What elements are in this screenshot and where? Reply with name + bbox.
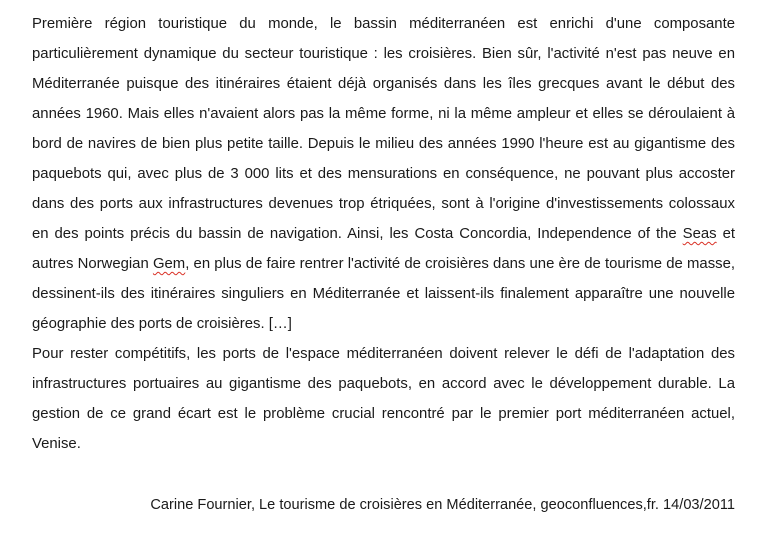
- spellcheck-word-gem[interactable]: Gem: [152, 256, 186, 272]
- spellcheck-word-seas[interactable]: Seas: [682, 226, 717, 242]
- paragraph-1: [32, 9, 735, 339]
- paragraph-1-text-c: , en plus de faire rentrer l'activité de croisières dans une ère de tourisme de masse, dessinent-ils des itinéraires singuliers en Méditerranée et laissent-ils finalement apparaître une nouvelle géographie des ports de croisières. […]: [32, 256, 736, 332]
- paragraph-2: Pour rester compétitifs, les ports de l'espace méditerranéen doivent relever le défi de l'adaptation des infrastructures portuaires au gigantisme des paquebots, en accord avec le développement durable. La gestion de ce grand écart est le problème crucial rencontré par le premier port méditerranéen actuel, Venise.: [32, 346, 735, 452]
- paragraph-1-text-b: et autres Norwegian: [32, 226, 736, 272]
- paragraph-1-text-a: Première région touristique du monde, le bassin méditerranéen est enrichi d'une composante particulièrement dynamique du secteur touristique : les croisières. Bien sûr, l'activité n'est pas neuve en Méditerranée puisque des itinéraires étaient déjà organisés dans les îles grecques avant le début des années 1960. Mais elles n'avaient alors pas la même forme, ni la même ampleur et elles se déroulaient à bord de navires de bien plus petite taille. Depuis le milieu des années 1990 l'heure est au gigantisme des paquebots qui, avec plus de 3 000 lits et des mensurations en conséquence, ne pouvant plus accoster dans des ports aux infrastructures devenues trop étriquées, sont à l'origine d'investissements colossaux en des points précis du bassin de navigation. Ainsi, les Costa Concordia, Independence of the: [32, 16, 735, 242]
- source-citation: Carine Fournier, Le tourisme de croisières en Méditerranée, geoconfluences,fr. 14/03/2011: [150, 497, 735, 513]
- document-body: [32, 9, 735, 459]
